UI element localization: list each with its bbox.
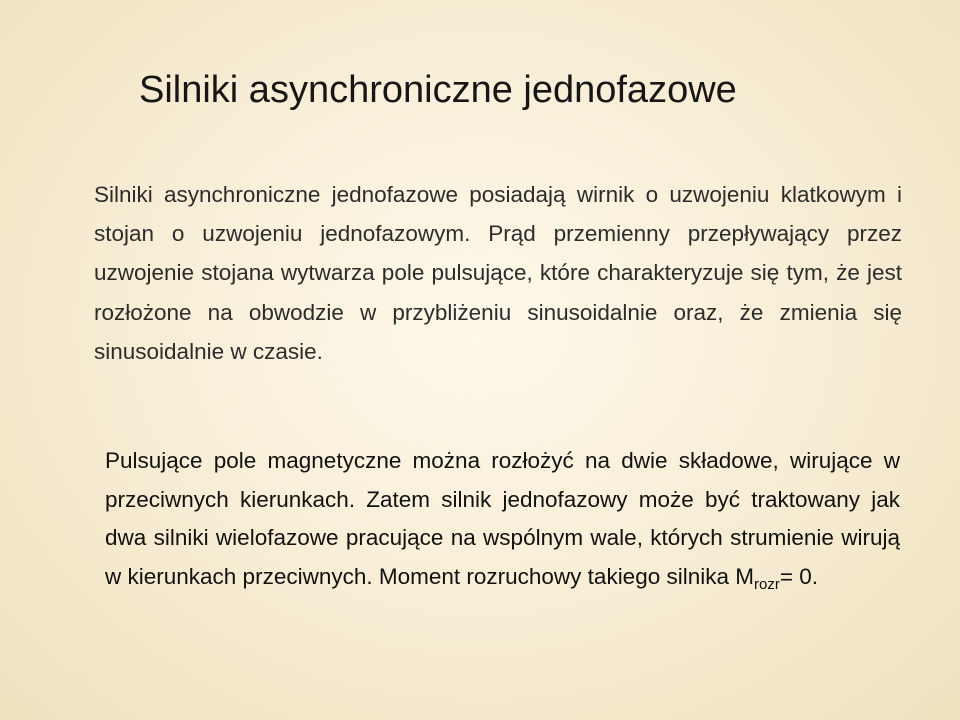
torque-value: = 0. bbox=[779, 563, 818, 589]
paragraph-pulsating-field-text: Pulsujące pole magnetyczne można rozłożyć na dwie składowe, wirujące w przeciwnych kierunkach. Zatem silnik jednofazowy może być traktowany jak dwa silniki wielofazowe pracujące na wspólnym wale, których strumienie wirują w kierunkach przeciwnych. Moment rozruchowy takiego silnika M bbox=[105, 448, 900, 589]
paragraph-intro: Silniki asynchroniczne jednofazowe posiadają wirnik o uzwojeniu klatkowym i stojan o uzwojeniu jednofazowym. Prąd przemienny przepływający przez uzwojenie stojana wytwarza pole pulsujące, które charakteryzuje się tym, że jest rozłożone na obwodzie w przybliżeniu sinusoidalnie oraz, że zmienia się sinusoidalnie w czasie. bbox=[94, 182, 902, 364]
torque-subscript: rozr bbox=[754, 575, 780, 593]
slide-title: Silniki asynchroniczne jednofazowe bbox=[139, 69, 737, 111]
paragraph-pulsating-field bbox=[105, 442, 900, 596]
